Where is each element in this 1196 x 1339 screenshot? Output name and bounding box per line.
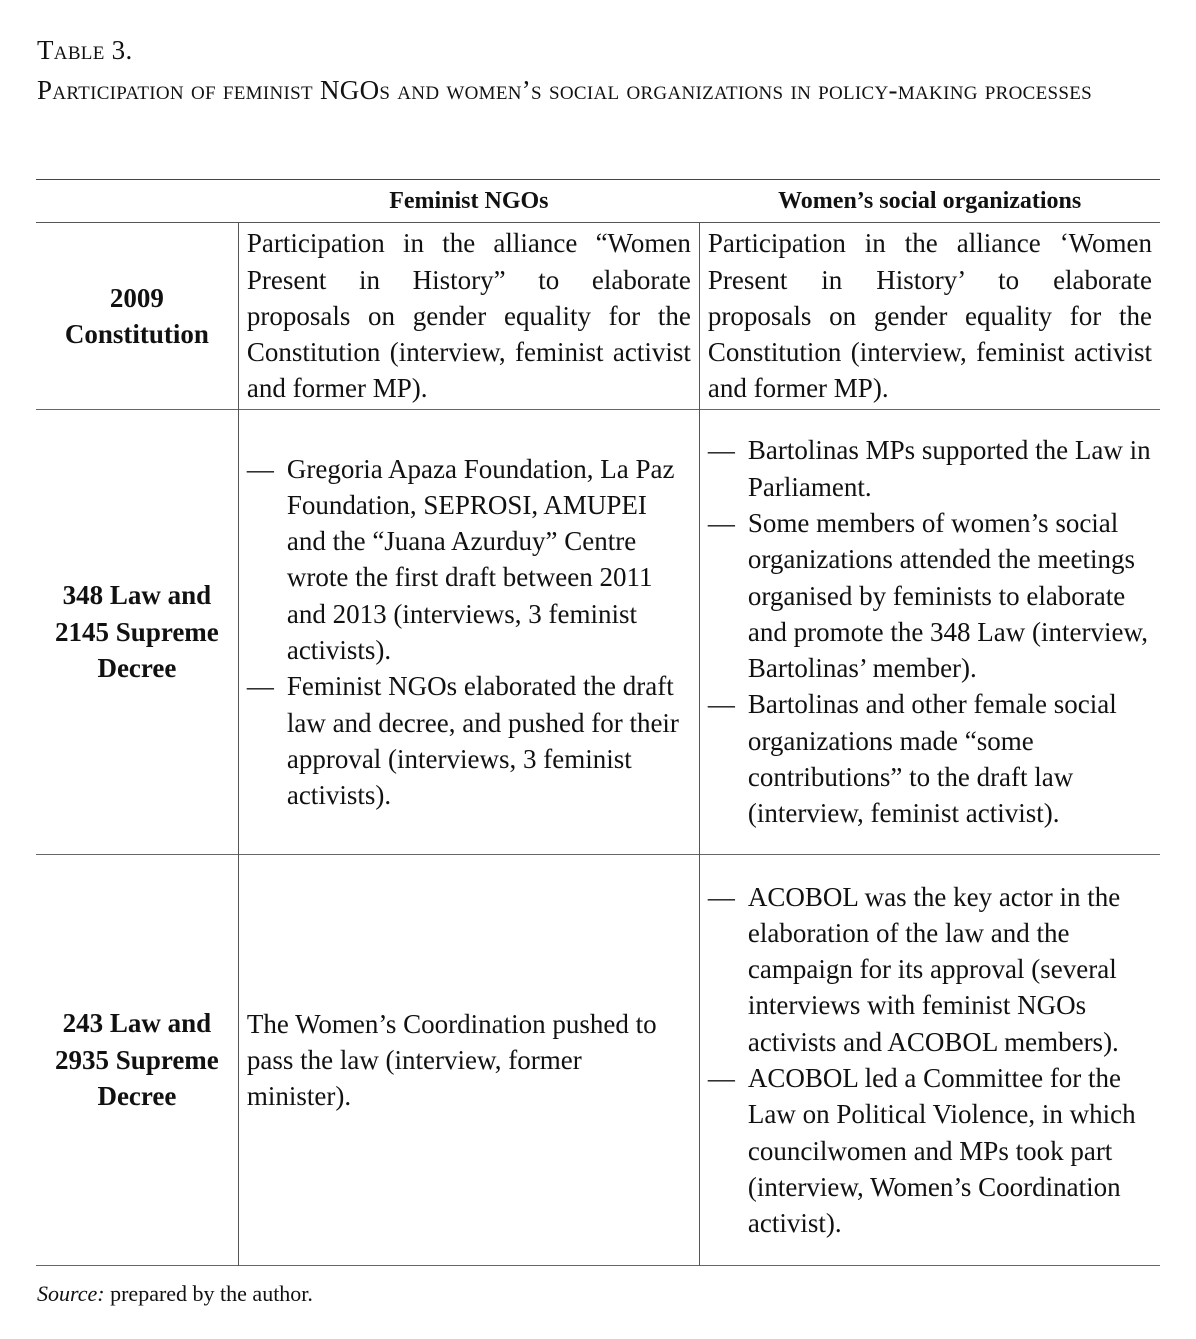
row-label: 243 Law and 2935 Supreme Decree — [55, 1008, 219, 1112]
row-label: 348 Law and 2145 Supreme Decree — [55, 580, 219, 684]
list-item — [708, 432, 1152, 505]
em-dash-bullet-icon: — — [246, 453, 274, 484]
list-item-text: Some members of women’s social organizations attended the meetings organised by feminists to elaborate and promote the 348 Law (interview, Bartolinas’ member). — [747, 507, 1148, 684]
list-item-text: ACOBOL led a Committee for the Law on Political Violence, in which councilwomen and MPs took part (interview, Women’s Coordination activist). — [747, 1063, 1136, 1239]
cell-feminist-ngos: Participation in the alliance “Women Present in History” to elaborate proposals on gender equality for the Constitution (interview, feminist activist and former MP). — [238, 223, 699, 410]
em-dash-bullet-icon: — — [707, 881, 735, 912]
cell-feminist-ngos — [238, 410, 699, 855]
list-item — [708, 879, 1152, 1060]
table-row — [36, 410, 1160, 855]
source-text: prepared by the author. — [104, 1281, 313, 1306]
bullet-list — [247, 451, 691, 814]
list-item — [247, 451, 691, 669]
list-item — [708, 686, 1152, 831]
em-dash-bullet-icon: — — [707, 689, 735, 720]
list-item-text: ACOBOL was the key actor in the elaboration of the law and the campaign for its approval (several interviews with feminist NGOs activists and ACOBOL members). — [747, 881, 1121, 1057]
em-dash-bullet-icon: — — [707, 1063, 735, 1093]
table-row — [36, 855, 1160, 1266]
table-caption — [37, 30, 1167, 110]
list-item-text: Feminist NGOs elaborated the draft law and decree, and pushed for their approval (interviews, 3 feminist activists). — [286, 671, 679, 811]
header-row — [36, 180, 1160, 223]
header-womens-social-organizations: Women’s social organizations — [778, 187, 1082, 214]
list-item — [708, 505, 1152, 686]
table-row — [36, 223, 1160, 410]
list-item-text: Bartolinas and other female social organizations made “some contributions” to the draft law (interview, feminist activist). — [747, 689, 1117, 829]
list-item — [247, 668, 691, 813]
table-number: Table 3. — [37, 35, 133, 65]
source-label: Source: — [37, 1281, 105, 1306]
bullet-list — [708, 879, 1152, 1242]
em-dash-bullet-icon: — — [246, 671, 274, 702]
em-dash-bullet-icon: — — [707, 507, 735, 538]
list-item-text: Gregoria Apaza Foundation, La Paz Foundation, SEPROSI, AMUPEI and the “Juana Azurduy” Centre wrote the first draft between 2011 and 2013 (interviews, 3 feminist activists). — [286, 453, 675, 665]
em-dash-bullet-icon: — — [707, 435, 735, 466]
table-source-note — [37, 1279, 313, 1309]
header-feminist-ngos: Feminist NGOs — [389, 187, 549, 214]
list-item — [708, 1060, 1152, 1241]
cell-feminist-ngos: The Women’s Coordination pushed to pass the law (interview, former minister). — [238, 855, 699, 1266]
cell-womens-social-organizations: Participation in the alliance ‘Women Present in History’ to elaborate proposals on gender equality for the Constitution (interview, feminist activist and former MP). — [707, 228, 1152, 404]
cell-womens-social-organizations — [699, 855, 1160, 1266]
data-table — [36, 179, 1160, 1266]
table-title: Participation of feminist NGOs and women’s social organizations in policy-making processes — [37, 75, 1093, 105]
row-label: 2009 Constitution — [64, 282, 209, 349]
header-corner — [36, 180, 238, 223]
list-item-text: Bartolinas MPs supported the Law in Parliament. — [747, 435, 1151, 502]
bullet-list — [708, 432, 1152, 831]
cell-womens-social-organizations — [699, 410, 1160, 855]
